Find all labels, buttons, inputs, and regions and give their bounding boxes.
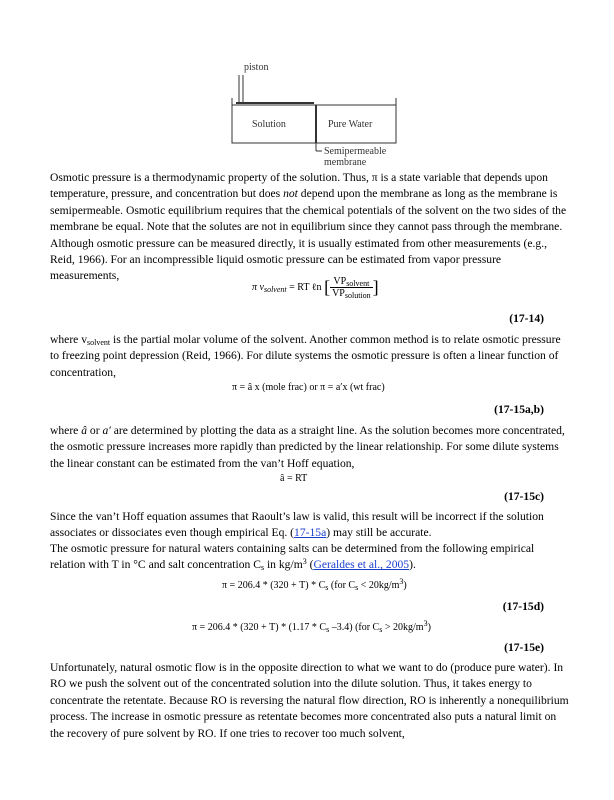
- eq-text: –3.4) (for C: [329, 622, 380, 633]
- text-run: where v: [50, 333, 88, 346]
- subscript: s: [260, 563, 265, 573]
- bracket: [: [324, 277, 331, 297]
- paragraph-linear-constant: [50, 423, 570, 472]
- eq-text: ): [403, 580, 407, 591]
- eq-sup: 3: [399, 577, 404, 586]
- emphasis: not: [283, 187, 298, 201]
- paragraph-ro-nonequilibrium: Unfortunately, natural osmotic flow is in the opposite direction to what we want to do (produce pure water). In RO we push the solvent out of the concentrated solution into the dilute solution. Thus, it takes energy to concentrate the retentate. Because RO is reversing the natural flow direction, RO is inherently a nonequilibrium process. The increase in osmotic pressure as retentate becomes more concentrated also puts a natural limit on the recovery of pure solvent by RO. If one tries to recover too much solvent,: [50, 661, 569, 740]
- osmosis-diagram-svg: [228, 58, 408, 168]
- eq-num-sub: solvent: [346, 279, 370, 288]
- equation-number: (17-15e): [504, 641, 544, 654]
- equation-number: (17-15a,b): [494, 403, 544, 416]
- equation-17-14: [252, 276, 379, 299]
- equation-link[interactable]: 17-15a: [294, 526, 327, 540]
- eq-rt-ln: = RT ℓn: [286, 281, 322, 293]
- text-run: depend upon the membrane as long as the membrane is semipermeable. Osmotic equilibrium requires that the chemical potentials of the solvent on the two sides of the membrane be equal. Note that the solutes are not in equilibrium since they cannot pass through the membrane. Although osmotic pressure can be measured directly, it is usually estimated from other measurements (e.g., Reid, 1966). For an incompressible liquid osmotic pressure can be estimated from vapor pressure measurements,: [50, 187, 567, 283]
- citation-link[interactable]: Geraldes et al., 2005: [313, 558, 410, 572]
- eq-denominator: [330, 288, 373, 299]
- equation-17-15e: [192, 619, 431, 634]
- italic-symbol: â: [81, 424, 88, 437]
- equation-17-15ab: π = â x (mole frac) or π = a′x (wt frac): [232, 382, 385, 393]
- text-run: Since the van’t Hoff equation assumes that Raoult’s law is valid, this result will be incorrect if the solution associates or dissociates even though empirical Eq. (: [50, 510, 544, 540]
- eq-sub: s: [355, 583, 359, 592]
- text-run: is the partial molar volume of the solvent. Another common method is to relate osmotic pressure to freezing point depression (Reid, 1966). For dilute systems the osmotic pressure is often a linear function of concentration,: [50, 333, 561, 379]
- text-run: ).: [409, 558, 416, 572]
- equation-number: (17-15d): [502, 600, 544, 613]
- eq-fraction: [330, 276, 373, 299]
- bracket: ]: [372, 277, 379, 297]
- eq-lhs: π v: [252, 281, 264, 293]
- solution-label: Solution: [252, 119, 286, 130]
- eq-den-sub: solution: [344, 291, 371, 300]
- eq-text: π = 206.4 * (320 + T) * (1.17 * C: [192, 622, 327, 633]
- text-run: ) may still be accurate.: [326, 526, 432, 540]
- text-run: where: [50, 424, 82, 437]
- eq-sub: s: [325, 583, 329, 592]
- pure-water-label: Pure Water: [328, 119, 373, 130]
- equation-17-15d: [222, 577, 407, 592]
- paragraph-vant-hoff: [50, 509, 570, 542]
- eq-text: π = 206.4 * (320 + T) * C: [222, 580, 326, 591]
- paragraph-partial-molar: [50, 332, 570, 381]
- eq-lhs-sub: solvent: [263, 284, 287, 294]
- text-run: The osmotic pressure for natural waters containing salts can be determined from the following empirical relation with T in °C and salt concentration C: [50, 542, 535, 572]
- eq-sup: 3: [423, 619, 428, 628]
- eq-sub: s: [379, 625, 383, 634]
- eq-den: VP: [332, 288, 345, 299]
- eq-text: < 20kg/m: [358, 580, 400, 591]
- membrane-label-line1: Semipermeable: [324, 146, 387, 157]
- eq-text: (for C: [328, 580, 356, 591]
- text-run: are determined by plotting the data as a straight line. As the solution becomes more concentrated, the osmotic pressure increases more rapidly than predicted by the linear relationship. For some dilute systems the linear constant can be estimated from the van’t Hoff equation,: [50, 424, 565, 470]
- text-run: in kg/m: [264, 558, 303, 572]
- text-run: or: [87, 424, 103, 437]
- paragraph-natural-waters: [50, 541, 570, 574]
- eq-num: VP: [333, 276, 347, 287]
- eq-text: ): [427, 622, 431, 633]
- equation-17-15c: â = RT: [280, 473, 308, 484]
- italic-symbol: a′: [102, 424, 111, 437]
- eq-numerator: [330, 276, 373, 288]
- eq-sub: s: [326, 625, 330, 634]
- paragraph-osmotic-pressure: [50, 170, 570, 285]
- piston-label: piston: [244, 62, 269, 73]
- osmosis-diagram: [228, 58, 408, 168]
- membrane-label-line2: membrane: [324, 157, 367, 168]
- equation-number: (17-15c): [504, 490, 544, 503]
- equation-number: (17-14): [509, 312, 544, 325]
- eq-text: > 20kg/m: [382, 622, 424, 633]
- superscript: 3: [302, 557, 307, 567]
- subscript: solvent: [87, 338, 111, 347]
- text-run: (: [306, 558, 314, 572]
- text-run: Osmotic pressure is a thermodynamic property of the solution. Thus, π is a state variable that depends upon temperature, pressure, and concentration but does: [50, 171, 548, 201]
